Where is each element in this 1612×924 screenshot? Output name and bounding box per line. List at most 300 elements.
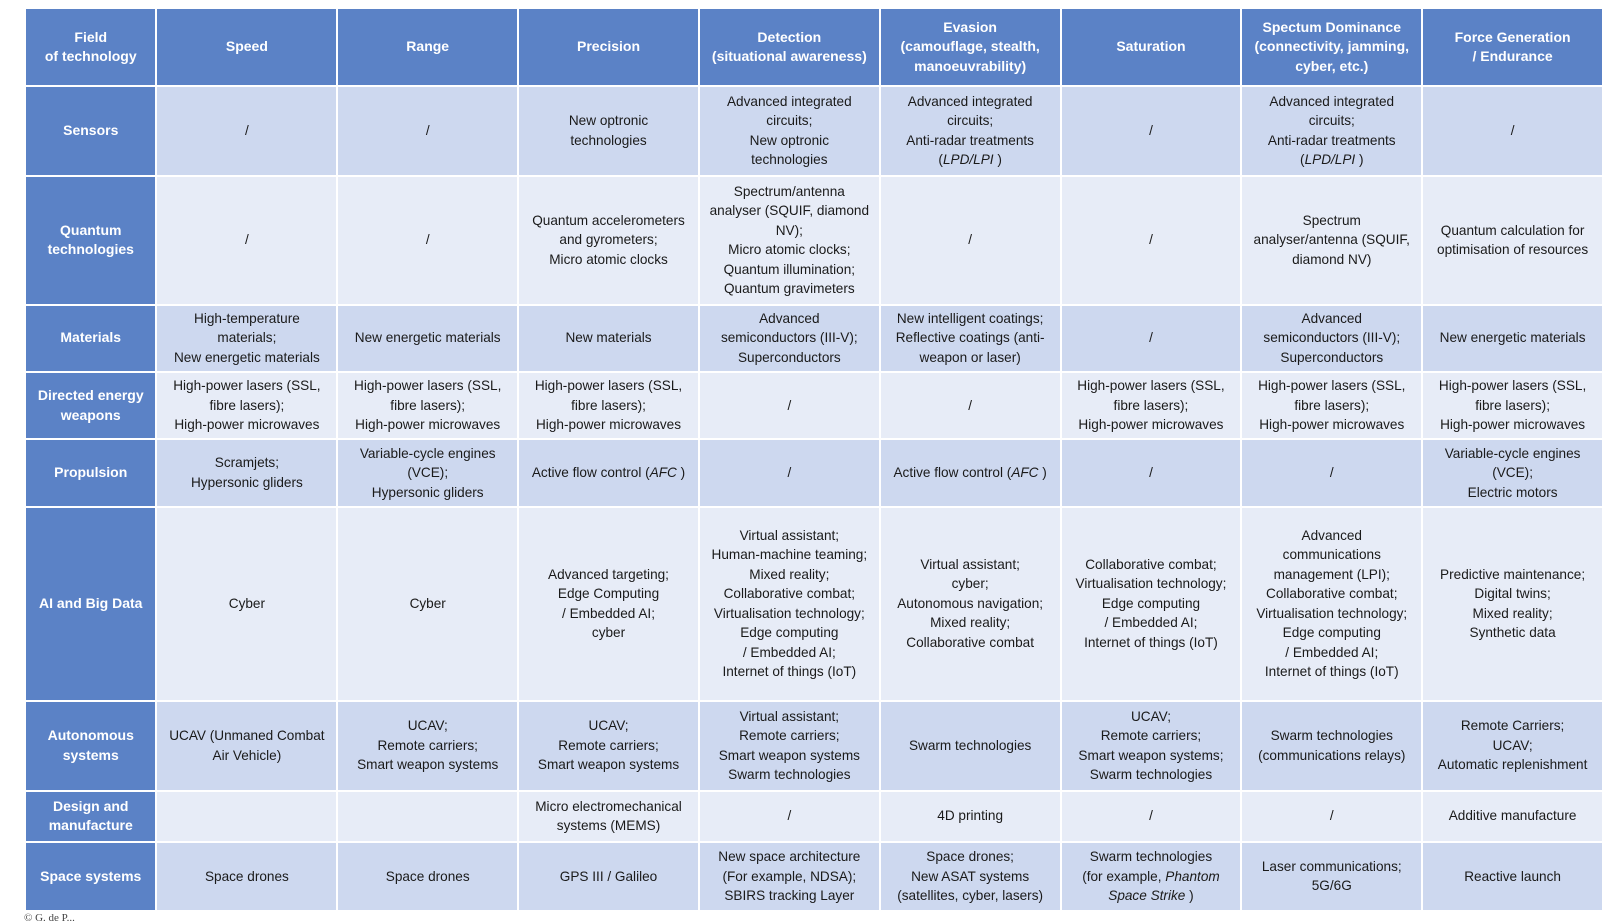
cell-line: Anti-radar treatments [906, 132, 1034, 148]
text-fragment: (for example, [1082, 868, 1166, 884]
cell-line: Advanced [759, 310, 820, 326]
cell-line: Swarm technologies [908, 737, 1032, 753]
cell-line: analyser (SQUIF, diamond [709, 203, 870, 219]
cell-saturation [1062, 843, 1241, 910]
cell-line: Swarm technologies [1089, 767, 1213, 783]
cell-line: High-power microwaves [174, 417, 320, 433]
cell-line: / [787, 397, 792, 413]
row-header-line: Design and [53, 797, 129, 814]
cell-line: Reactive launch [1464, 868, 1561, 884]
cell-detection [700, 306, 879, 371]
cell-line: Variable-cycle engines [1444, 445, 1581, 461]
cell-line: Swarm technologies [1270, 728, 1393, 744]
header-line: Evasion [943, 18, 997, 35]
header-line: / Endurance [1472, 48, 1553, 64]
cell-line: Cyber [228, 595, 266, 611]
cell-evasion [881, 306, 1060, 371]
cell-line: Swarm technologies [1089, 849, 1213, 865]
cell-line: Internet of things (IoT) [722, 664, 857, 680]
cell-spectrum-dominance [1242, 87, 1421, 175]
italic-term: AFC [649, 465, 677, 481]
cell-line: Smart weapon systems [537, 757, 680, 773]
cell-line: Cyber [409, 595, 446, 611]
italic-term: LPD/LPI [1304, 152, 1356, 168]
row-header-line: Quantum [60, 221, 122, 238]
cell-line: fibre lasers); [1475, 397, 1550, 413]
cell-spectrum-dominance [1242, 440, 1421, 505]
cell-line: cyber [591, 625, 626, 641]
header-line: (situational awareness) [711, 48, 867, 64]
cell-line: High-power lasers (SSL, [173, 378, 321, 394]
row-header-line: Autonomous [47, 727, 134, 744]
table-row [26, 87, 1602, 175]
cell-line: fibre lasers); [390, 397, 466, 413]
table-row [26, 306, 1602, 371]
cell-line: High-power microwaves [355, 417, 501, 433]
cell-evasion [881, 792, 1060, 841]
cell-line: technologies [570, 132, 647, 148]
header-line: of technology [44, 48, 137, 64]
cell-line: Space drones; [926, 849, 1014, 865]
cell-detection [700, 843, 879, 910]
cell-line: Mixed reality; [930, 615, 1011, 631]
row-header-field [26, 508, 155, 700]
cell-line: management (LPI); [1273, 566, 1390, 582]
header-line: Force Generation [1454, 28, 1571, 45]
cell-speed [157, 373, 336, 438]
cell-line: Virtualisation technology; [713, 605, 865, 621]
cell-line: / [968, 232, 973, 248]
cell-range [338, 177, 517, 304]
cell-line: / Embedded AI; [1104, 615, 1198, 631]
cell-line: / [1149, 465, 1153, 481]
header-line: (camouflage, stealth, [900, 38, 1040, 55]
table-row [26, 792, 1602, 841]
cell-line: / [787, 465, 792, 481]
cell-line: (VCE); [407, 465, 449, 481]
cell-precision [519, 177, 698, 304]
column-header-evasion [881, 9, 1060, 85]
cell-line: Laser communications; [1261, 858, 1402, 874]
cell-line: Micro atomic clocks [549, 251, 668, 267]
column-header-saturation [1062, 9, 1241, 85]
cell-line: Hypersonic gliders [190, 474, 303, 490]
header-line: Precision [577, 38, 641, 55]
header-line: manoeuvrability) [914, 57, 1027, 74]
cell-spectrum-dominance [1242, 508, 1421, 700]
cell-line: 5G/6G [1311, 878, 1352, 894]
cell-saturation [1062, 306, 1241, 371]
cell-precision [519, 373, 698, 438]
text-fragment: Active flow control ( [893, 465, 1012, 481]
cell-line: / [1329, 465, 1334, 481]
cell-saturation [1062, 87, 1241, 175]
cell-evasion [881, 508, 1060, 700]
cell-line: / [245, 232, 249, 248]
cell-speed [157, 508, 336, 700]
image-caption: © G. de P... [24, 912, 75, 924]
cell-force-generation [1423, 843, 1602, 910]
table-row [26, 508, 1602, 700]
cell-line: SBIRS tracking Layer [724, 888, 855, 904]
cell-spectrum-dominance [1242, 306, 1421, 371]
cell-line: and gyrometers; [559, 232, 658, 248]
cell-line: (For example, NDSA); [722, 868, 857, 884]
cell-line: NV); [775, 222, 803, 238]
cell-detection [700, 440, 879, 505]
cell-line: Remote Carriers; [1460, 718, 1565, 734]
cell-line: systems (MEMS) [556, 818, 661, 834]
cell-line: / [425, 232, 430, 248]
cell-line: Digital twins; [1474, 586, 1551, 602]
cell-line: UCAV; [588, 718, 629, 734]
table-row [26, 702, 1602, 790]
row-header-field [26, 440, 155, 505]
cell-force-generation [1423, 440, 1602, 505]
row-header-field [26, 792, 155, 841]
cell-line: Hypersonic gliders [371, 484, 484, 500]
cell-speed [157, 702, 336, 790]
header-line: Saturation [1116, 38, 1186, 55]
cell-spectrum-dominance [1242, 792, 1421, 841]
header-line: Field [74, 28, 108, 45]
row-header-line: Propulsion [54, 464, 128, 481]
cell-saturation [1062, 508, 1241, 700]
cell-line: Virtualisation technology; [1256, 605, 1408, 621]
cell-line: optimisation of resources [1437, 242, 1589, 258]
table-body [26, 87, 1602, 910]
cell-line: communications [1282, 547, 1381, 563]
cell-line: Virtual assistant; [739, 708, 840, 724]
cell-line: fibre lasers); [209, 397, 285, 413]
cell-line: / [1149, 232, 1153, 248]
header-line: Detection [757, 28, 822, 45]
cell-line: Collaborative combat; [1266, 586, 1398, 602]
cell-range [338, 792, 517, 841]
cell-evasion [881, 87, 1060, 175]
cell-line: Space drones [204, 868, 289, 884]
cell-force-generation [1423, 373, 1602, 438]
cell-line: Predictive maintenance; [1440, 566, 1586, 582]
italic-term: Space Strike [1108, 888, 1186, 904]
text-fragment: ( [938, 152, 943, 168]
cell-line: Mixed reality; [1472, 605, 1553, 621]
cell-line: High-power lasers (SSL, [1077, 378, 1225, 394]
cell-line [1065, 867, 1238, 887]
cell-detection [700, 792, 879, 841]
column-header-precision [519, 9, 698, 85]
cell-line: Remote carriers; [739, 728, 840, 744]
cell-line: / Embedded AI; [1285, 644, 1379, 660]
cell-evasion [881, 440, 1060, 505]
cell-line: New intelligent coatings; [896, 310, 1044, 326]
italic-term: LPD/LPI [942, 152, 994, 168]
cell-detection [700, 508, 879, 700]
cell-force-generation [1423, 508, 1602, 700]
row-header-field [26, 373, 155, 438]
cell-line: Human-machine teaming; [711, 547, 868, 563]
cell-saturation [1062, 177, 1241, 304]
cell-line: / [1329, 808, 1334, 824]
cell-detection [700, 373, 879, 438]
cell-line: (VCE); [1492, 465, 1533, 481]
cell-speed [157, 792, 336, 841]
cell-line: Edge Computing [557, 586, 660, 602]
italic-term: AFC [1011, 465, 1039, 481]
cell-line: / [245, 123, 249, 139]
text-fragment: ) [993, 152, 1002, 168]
cell-line: Collaborative combat [906, 634, 1034, 650]
table-row [26, 440, 1602, 505]
cell-line: / [1510, 123, 1515, 139]
cell-line: Space drones [385, 868, 470, 884]
row-header-line: technologies [47, 241, 134, 258]
cell-line: New ASAT systems [911, 868, 1030, 884]
cell-spectrum-dominance [1242, 843, 1421, 910]
cell-line: New optronic [749, 132, 829, 148]
text-fragment: Active flow control ( [531, 465, 650, 481]
cell-line: New materials [565, 330, 652, 346]
cell-range [338, 87, 517, 175]
cell-line: / [968, 397, 973, 413]
text-fragment: ) [1185, 888, 1194, 904]
cell-line: Electric motors [1467, 484, 1558, 500]
cell-line: High-power microwaves [1078, 417, 1224, 433]
header-line: Spectum Dominance [1262, 18, 1401, 35]
row-header-line: weapons [60, 406, 121, 423]
cell-line: High-power microwaves [1259, 417, 1405, 433]
cell-line: technologies [751, 152, 828, 168]
cell-line: Mixed reality; [749, 566, 830, 582]
row-header-field [26, 843, 155, 910]
cell-line: Superconductors [1280, 349, 1384, 365]
cell-line: Internet of things (IoT) [1264, 664, 1399, 680]
column-header-detection [700, 9, 879, 85]
cell-line: weapon or laser) [919, 349, 1021, 365]
cell-speed [157, 440, 336, 505]
cell-line [522, 463, 695, 483]
cell-spectrum-dominance [1242, 177, 1421, 304]
cell-line: Remote carriers; [1100, 728, 1202, 744]
cell-line: High-power lasers (SSL, [534, 378, 683, 394]
cell-line: analyser/antenna (SQUIF, [1253, 232, 1410, 248]
cell-range [338, 843, 517, 910]
cell-range [338, 306, 517, 371]
cell-evasion [881, 177, 1060, 304]
cell-line: Swarm technologies [728, 767, 851, 783]
row-header-line: manufacture [48, 817, 133, 834]
cell-speed [157, 87, 336, 175]
cell-speed [157, 177, 336, 304]
cell-precision [519, 843, 698, 910]
table-row [26, 177, 1602, 304]
cell-line: UCAV; [407, 718, 448, 734]
text-fragment: ( [1300, 152, 1305, 168]
cell-saturation [1062, 792, 1241, 841]
cell-line: High-power lasers (SSL, [1258, 378, 1406, 394]
cell-line: Quantum calculation for [1440, 222, 1585, 238]
text-fragment: ) [1038, 465, 1047, 481]
cell-line: Advanced targeting; [548, 566, 669, 582]
cell-line: Quantum accelerometers [532, 212, 685, 228]
cell-line: Virtual assistant; [739, 527, 840, 543]
cell-line: diamond NV) [1292, 251, 1372, 267]
cell-force-generation [1423, 702, 1602, 790]
cell-line: Autonomous navigation; [897, 595, 1044, 611]
cell-line [884, 150, 1057, 170]
row-header-field [26, 87, 155, 175]
cell-line: fibre lasers); [1113, 397, 1189, 413]
cell-saturation [1062, 440, 1241, 505]
cell-saturation [1062, 702, 1241, 790]
cell-line: Collaborative combat; [1085, 556, 1217, 572]
cell-line: Smart weapon systems [718, 747, 860, 763]
cell-detection [700, 702, 879, 790]
cell-line: Quantum illumination; [723, 261, 856, 277]
column-header-force-generation [1423, 9, 1602, 85]
cell-line: Edge computing [740, 625, 839, 641]
cell-precision [519, 440, 698, 505]
cell-line: New optronic [568, 113, 649, 129]
cell-precision [519, 792, 698, 841]
cell-line: Advanced [1301, 527, 1362, 543]
cell-line: Remote carriers; [558, 737, 659, 753]
row-header-line: Materials [60, 329, 122, 346]
cell-spectrum-dominance [1242, 373, 1421, 438]
cell-line: Quantum gravimeters [723, 281, 855, 297]
cell-line: High-power lasers (SSL, [354, 378, 502, 394]
cell-precision [519, 702, 698, 790]
cell-line: Edge computing [1282, 625, 1381, 641]
header-line: Range [406, 38, 450, 55]
cell-evasion [881, 843, 1060, 910]
column-header-range [338, 9, 517, 85]
cell-line: / [1149, 808, 1153, 824]
cell-line: Advanced integrated [726, 93, 852, 109]
cell-line: fibre lasers); [571, 397, 646, 413]
row-header-line: systems [62, 746, 119, 763]
cell-speed [157, 306, 336, 371]
cell-line: Advanced [1301, 310, 1362, 326]
cell-line: 4D printing [937, 808, 1004, 824]
header-field-of-technology [26, 9, 155, 85]
cell-line: Virtualisation technology; [1075, 576, 1227, 592]
column-header-spectrum-dominance [1242, 9, 1421, 85]
cell-line: Remote carriers; [377, 737, 478, 753]
cell-spectrum-dominance [1242, 702, 1421, 790]
cell-force-generation [1423, 87, 1602, 175]
row-header-field [26, 306, 155, 371]
cell-line: circuits; [1308, 113, 1355, 129]
cell-line: / Embedded AI; [562, 605, 655, 621]
cell-line [1245, 150, 1418, 170]
cell-line: Automatic replenishment [1437, 757, 1588, 773]
cell-line: (communications relays) [1258, 747, 1406, 763]
cell-line: New energetic materials [173, 349, 320, 365]
cell-range [338, 508, 517, 700]
cell-line: Internet of things (IoT) [1084, 634, 1218, 650]
cell-line: Spectrum [1302, 212, 1361, 228]
cell-line: Smart weapon systems [357, 757, 499, 773]
cell-line: High-power microwaves [1440, 417, 1586, 433]
header-line: cyber, etc.) [1295, 57, 1369, 74]
cell-detection [700, 177, 879, 304]
cell-line: Advanced integrated [907, 93, 1033, 109]
cell-line: / [787, 808, 792, 824]
column-header-speed [157, 9, 336, 85]
row-header-line: Directed energy [37, 387, 144, 404]
table-row [26, 843, 1602, 910]
cell-detection [700, 87, 879, 175]
cell-line: Spectrum/antenna [733, 183, 845, 199]
text-fragment: ) [676, 465, 686, 481]
cell-line: UCAV; [1492, 737, 1533, 753]
cell-line: Synthetic data [1469, 625, 1556, 641]
cell-force-generation [1423, 792, 1602, 841]
row-header-line: AI and Big Data [39, 594, 143, 611]
cell-line: semiconductors (III-V); [1263, 330, 1401, 346]
cell-line: Additive manufacture [1448, 808, 1577, 824]
cell-precision [519, 87, 698, 175]
cell-range [338, 440, 517, 505]
cell-line: UCAV; [1130, 708, 1171, 724]
cell-line: UCAV (Unmaned Combat [169, 728, 325, 744]
cell-line [1065, 886, 1238, 906]
cell-force-generation [1423, 177, 1602, 304]
cell-range [338, 702, 517, 790]
cell-line: Anti-radar treatments [1267, 132, 1396, 148]
cell-line: High-temperature [194, 310, 300, 326]
cell-line: New energetic materials [354, 330, 501, 346]
cell-line: Micro atomic clocks; [728, 242, 851, 258]
cell-speed [157, 843, 336, 910]
cell-line: semiconductors (III-V); [720, 330, 858, 346]
row-header-field [26, 177, 155, 304]
cell-line: circuits; [947, 113, 994, 129]
cell-line: circuits; [766, 113, 813, 129]
cell-line: Superconductors [737, 349, 841, 365]
cell-line: Collaborative combat; [723, 586, 856, 602]
cell-line: Micro electromechanical [535, 798, 682, 814]
row-header-line: Sensors [63, 122, 119, 139]
cell-precision [519, 306, 698, 371]
technology-matrix-table [24, 7, 1604, 912]
row-header-field [26, 702, 155, 790]
cell-line: Air Vehicle) [212, 747, 282, 763]
cell-line: fibre lasers); [1294, 397, 1370, 413]
table-row [26, 373, 1602, 438]
text-fragment: ) [1355, 152, 1364, 168]
cell-line: Virtual assistant; [920, 556, 1020, 572]
cell-line: GPS III / Galileo [559, 868, 658, 884]
row-header-line: Space systems [40, 867, 142, 884]
cell-line: materials; [217, 330, 277, 346]
cell-line: Advanced integrated [1269, 93, 1395, 109]
cell-line: High-power microwaves [535, 417, 682, 433]
cell-line: cyber; [951, 576, 989, 592]
italic-term: Phantom [1165, 868, 1220, 884]
cell-line: Smart weapon systems; [1078, 747, 1224, 763]
cell-line: / Embedded AI; [742, 644, 836, 660]
cell-evasion [881, 702, 1060, 790]
cell-line: New energetic materials [1439, 330, 1586, 346]
cell-line [884, 463, 1057, 483]
cell-line: Variable-cycle engines [359, 445, 496, 461]
cell-line: Scramjets; [214, 455, 279, 471]
cell-line: Edge computing [1101, 595, 1201, 611]
cell-precision [519, 508, 698, 700]
cell-range [338, 373, 517, 438]
